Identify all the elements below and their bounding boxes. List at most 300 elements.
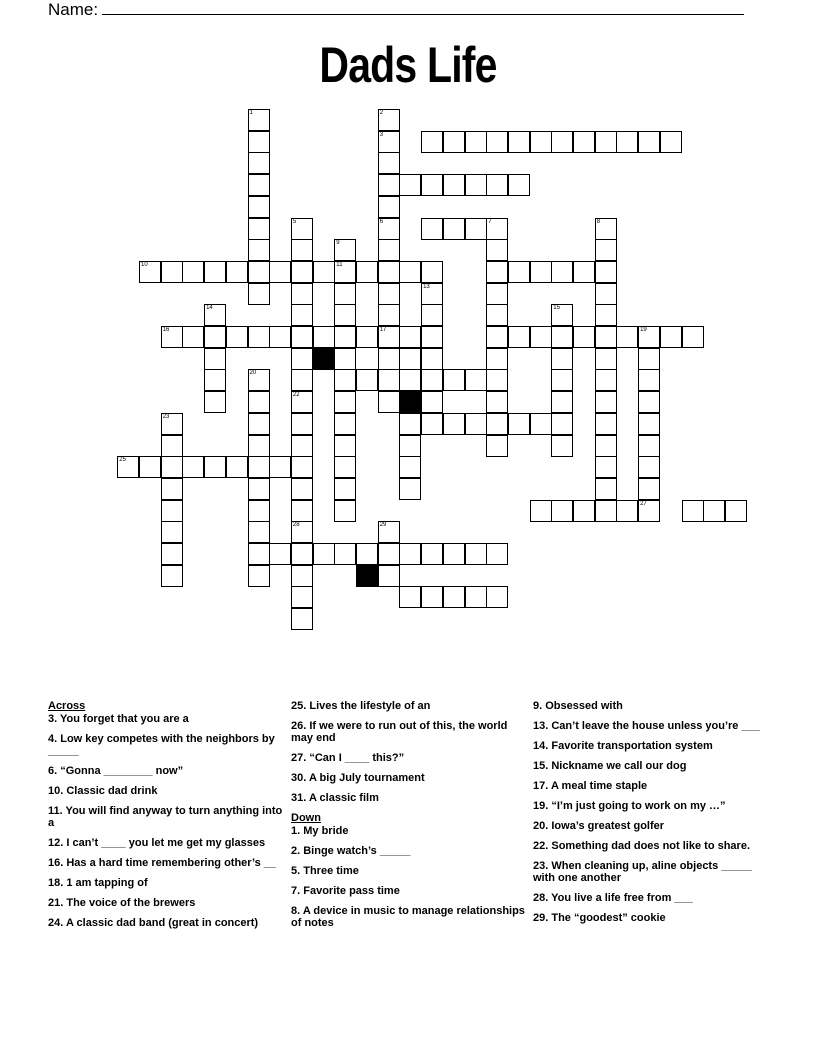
grid-cell[interactable] bbox=[551, 131, 573, 153]
grid-cell[interactable] bbox=[443, 543, 465, 565]
grid-cell[interactable] bbox=[421, 413, 443, 435]
grid-cell[interactable] bbox=[248, 131, 270, 153]
clue-num: 25. bbox=[291, 700, 310, 712]
grid-cell[interactable] bbox=[486, 239, 508, 261]
clues-column-3 bbox=[533, 700, 769, 932]
grid-cell[interactable] bbox=[595, 239, 617, 261]
grid-cell[interactable] bbox=[248, 435, 270, 457]
grid-cell[interactable] bbox=[291, 543, 313, 565]
grid-cell[interactable] bbox=[421, 174, 443, 196]
grid-cell[interactable] bbox=[638, 435, 660, 457]
grid-cell[interactable] bbox=[421, 283, 443, 305]
grid-cell[interactable] bbox=[204, 456, 226, 478]
clue-text: A device in music to manage relationships of notes bbox=[291, 905, 525, 929]
clue-num: 18. bbox=[48, 877, 67, 889]
grid-cell[interactable] bbox=[551, 261, 573, 283]
grid-cell[interactable] bbox=[486, 218, 508, 240]
grid-cell[interactable] bbox=[486, 413, 508, 435]
clue-text: “Can I ____ this?” bbox=[309, 752, 405, 764]
grid-cell[interactable] bbox=[161, 413, 183, 435]
grid-cell[interactable] bbox=[638, 369, 660, 391]
grid-cell[interactable] bbox=[551, 500, 573, 522]
grid-cell[interactable] bbox=[399, 174, 421, 196]
grid-cell[interactable] bbox=[182, 456, 204, 478]
clue-item bbox=[48, 785, 284, 797]
grid-cell[interactable] bbox=[161, 478, 183, 500]
grid-cell[interactable] bbox=[313, 326, 335, 348]
clue-text: Iowa’s greatest golfer bbox=[551, 820, 665, 832]
grid-cell[interactable] bbox=[248, 218, 270, 240]
grid-cell[interactable] bbox=[421, 391, 443, 413]
clue-text: Obsessed with bbox=[545, 700, 623, 712]
grid-cell[interactable] bbox=[595, 413, 617, 435]
grid-cell[interactable] bbox=[291, 521, 313, 543]
grid-cell[interactable] bbox=[638, 131, 660, 153]
grid-cell[interactable] bbox=[204, 261, 226, 283]
grid-cell[interactable] bbox=[269, 326, 291, 348]
grid-cell[interactable] bbox=[378, 174, 400, 196]
grid-cell[interactable] bbox=[334, 239, 356, 261]
grid-cell[interactable] bbox=[378, 261, 400, 283]
grid-cell[interactable] bbox=[595, 304, 617, 326]
grid-cell[interactable] bbox=[399, 326, 421, 348]
clue-num: 9. bbox=[533, 700, 546, 712]
clue-number: 23 bbox=[162, 413, 170, 420]
grid-cell[interactable] bbox=[269, 456, 291, 478]
clue-number: 15 bbox=[553, 305, 560, 312]
grid-cell[interactable] bbox=[616, 500, 638, 522]
clue-number: 13 bbox=[423, 283, 430, 290]
grid-cell[interactable] bbox=[334, 283, 356, 305]
grid-cell[interactable] bbox=[291, 326, 313, 348]
grid-cell[interactable] bbox=[378, 348, 400, 370]
grid-cell[interactable] bbox=[248, 565, 270, 587]
grid-cell[interactable] bbox=[465, 369, 487, 391]
grid-cell[interactable] bbox=[595, 283, 617, 305]
grid-cell[interactable] bbox=[334, 304, 356, 326]
grid-cell[interactable] bbox=[508, 174, 530, 196]
grid-cell[interactable] bbox=[508, 326, 530, 348]
grid-cell[interactable] bbox=[465, 413, 487, 435]
grid-cell[interactable] bbox=[638, 348, 660, 370]
grid-cell[interactable] bbox=[356, 369, 378, 391]
grid-cell[interactable] bbox=[291, 391, 313, 413]
clue-num: 8. bbox=[291, 905, 303, 917]
grid-cell[interactable] bbox=[399, 456, 421, 478]
grid-cell[interactable] bbox=[356, 326, 378, 348]
clue-number: 17 bbox=[379, 327, 387, 333]
clue-number: 5 bbox=[292, 218, 297, 225]
clue-num: 28. bbox=[533, 892, 552, 904]
grid-cell[interactable] bbox=[334, 478, 356, 500]
grid-cell[interactable] bbox=[551, 326, 573, 348]
grid-cell[interactable] bbox=[204, 391, 226, 413]
grid-cell[interactable] bbox=[660, 326, 682, 348]
grid-cell[interactable] bbox=[616, 131, 638, 153]
grid-cell[interactable] bbox=[595, 218, 617, 240]
grid-cell[interactable] bbox=[573, 326, 595, 348]
grid-cell[interactable] bbox=[334, 369, 356, 391]
grid-cell[interactable] bbox=[291, 369, 313, 391]
clue-item bbox=[291, 905, 527, 929]
grid-cell[interactable] bbox=[530, 261, 552, 283]
grid-cell[interactable] bbox=[465, 218, 487, 240]
grid-cell[interactable] bbox=[421, 326, 443, 348]
grid-cell[interactable] bbox=[530, 326, 552, 348]
clue-number: 14 bbox=[206, 305, 213, 312]
grid-cell[interactable] bbox=[378, 304, 400, 326]
grid-cell[interactable] bbox=[139, 456, 161, 478]
grid-cell[interactable] bbox=[161, 500, 183, 522]
clue-item bbox=[48, 837, 284, 849]
grid-cell[interactable] bbox=[291, 304, 313, 326]
grid-cell[interactable] bbox=[378, 543, 400, 565]
grid-cell[interactable] bbox=[638, 413, 660, 435]
clue-num: 6. bbox=[48, 765, 61, 777]
grid-cell[interactable] bbox=[248, 239, 270, 261]
grid-cell[interactable] bbox=[486, 131, 508, 153]
grid-cell[interactable] bbox=[551, 391, 573, 413]
across-clue-list-cont bbox=[291, 700, 527, 804]
grid-cell[interactable] bbox=[530, 131, 552, 153]
clue-text: Low key competes with the neighbors by _____ bbox=[48, 733, 275, 757]
grid-cell[interactable] bbox=[595, 348, 617, 370]
grid-cell[interactable] bbox=[421, 261, 443, 283]
across-clue-list bbox=[48, 713, 284, 929]
grid-cell[interactable] bbox=[595, 478, 617, 500]
grid-cell[interactable] bbox=[595, 435, 617, 457]
clue-item bbox=[533, 840, 769, 852]
grid-cell[interactable] bbox=[334, 543, 356, 565]
clue-item bbox=[533, 700, 769, 712]
grid-cell[interactable] bbox=[486, 261, 508, 283]
clue-item bbox=[291, 792, 527, 804]
grid-cell[interactable] bbox=[204, 348, 226, 370]
grid-cell[interactable] bbox=[530, 413, 552, 435]
clue-item bbox=[291, 825, 527, 837]
grid-cell[interactable] bbox=[248, 196, 270, 218]
clues-column-2 bbox=[291, 700, 527, 937]
grid-cell[interactable] bbox=[161, 565, 183, 587]
grid-cell[interactable] bbox=[638, 478, 660, 500]
grid-cell[interactable] bbox=[551, 369, 573, 391]
grid-cell[interactable] bbox=[356, 261, 378, 283]
grid-cell[interactable] bbox=[161, 543, 183, 565]
grid-cell[interactable] bbox=[486, 435, 508, 457]
clue-item bbox=[533, 912, 769, 924]
grid-cell[interactable] bbox=[378, 283, 400, 305]
grid-cell[interactable] bbox=[421, 543, 443, 565]
clue-item bbox=[533, 740, 769, 752]
clue-item bbox=[533, 860, 769, 884]
clue-num: 26. bbox=[291, 720, 310, 732]
grid-cell[interactable] bbox=[508, 413, 530, 435]
grid-cell[interactable] bbox=[139, 261, 161, 283]
grid-cell[interactable] bbox=[486, 174, 508, 196]
grid-cell[interactable] bbox=[226, 326, 248, 348]
clue-text: Favorite pass time bbox=[303, 885, 400, 897]
grid-cell[interactable] bbox=[508, 261, 530, 283]
grid-cell[interactable] bbox=[356, 543, 378, 565]
clue-text: Classic dad drink bbox=[66, 785, 158, 797]
grid-cell[interactable] bbox=[182, 261, 204, 283]
clue-number: 25 bbox=[119, 457, 126, 464]
grid-cell[interactable] bbox=[551, 435, 573, 457]
clue-number: 8 bbox=[596, 218, 601, 225]
grid-cell[interactable] bbox=[421, 131, 443, 153]
grid-cell[interactable] bbox=[313, 261, 335, 283]
grid-cell[interactable] bbox=[248, 261, 270, 283]
clue-number: 6 bbox=[379, 218, 384, 225]
grid-cell[interactable] bbox=[334, 326, 356, 348]
grid-cell[interactable] bbox=[378, 152, 400, 174]
clue-num: 21. bbox=[48, 897, 67, 909]
grid-cell[interactable] bbox=[313, 543, 335, 565]
grid-cell[interactable] bbox=[421, 369, 443, 391]
grid-cell[interactable] bbox=[248, 152, 270, 174]
grid-cell[interactable] bbox=[443, 131, 465, 153]
clue-num: 22. bbox=[533, 840, 552, 852]
grid-cell[interactable] bbox=[421, 586, 443, 608]
grid-cell[interactable] bbox=[204, 326, 226, 348]
grid-cell[interactable] bbox=[399, 586, 421, 608]
grid-cell[interactable] bbox=[660, 131, 682, 153]
grid-cell[interactable] bbox=[334, 435, 356, 457]
grid-cell[interactable] bbox=[443, 413, 465, 435]
grid-cell[interactable] bbox=[725, 500, 747, 522]
clue-item bbox=[533, 760, 769, 772]
clue-num: 11. bbox=[48, 805, 66, 817]
grid-cell[interactable] bbox=[378, 326, 400, 348]
clue-item bbox=[291, 752, 527, 764]
grid-cell[interactable] bbox=[378, 369, 400, 391]
grid-cell[interactable] bbox=[291, 261, 313, 283]
grid-cell[interactable] bbox=[421, 304, 443, 326]
grid-cell[interactable] bbox=[465, 543, 487, 565]
clue-text: Three time bbox=[303, 865, 359, 877]
grid-cell[interactable] bbox=[638, 500, 660, 522]
grid-cell[interactable] bbox=[465, 174, 487, 196]
clue-item bbox=[48, 857, 284, 869]
grid-cell[interactable] bbox=[334, 413, 356, 435]
grid-cell[interactable] bbox=[204, 369, 226, 391]
grid-cell[interactable] bbox=[182, 326, 204, 348]
clue-text: Something dad does not like to share. bbox=[551, 840, 750, 852]
clue-number: 10 bbox=[141, 261, 148, 268]
grid-cell[interactable] bbox=[399, 261, 421, 283]
grid-cell[interactable] bbox=[682, 326, 704, 348]
clue-item bbox=[533, 780, 769, 792]
grid-cell[interactable] bbox=[443, 218, 465, 240]
grid-cell[interactable] bbox=[204, 304, 226, 326]
grid-cell[interactable] bbox=[248, 326, 270, 348]
grid-cell[interactable] bbox=[638, 391, 660, 413]
grid-cell[interactable] bbox=[248, 543, 270, 565]
clue-text: The voice of the brewers bbox=[66, 897, 196, 909]
grid-cell[interactable] bbox=[551, 304, 573, 326]
grid-cell[interactable] bbox=[161, 261, 183, 283]
grid-cell[interactable] bbox=[443, 586, 465, 608]
grid-cell[interactable] bbox=[573, 261, 595, 283]
clue-text: Lives the lifestyle of an bbox=[309, 700, 431, 712]
grid-cell[interactable] bbox=[486, 586, 508, 608]
clue-item bbox=[48, 897, 284, 909]
clue-item bbox=[291, 845, 527, 857]
grid-cell[interactable] bbox=[399, 413, 421, 435]
clue-number: 27 bbox=[640, 500, 647, 507]
clue-text: A classic dad band (great in concert) bbox=[65, 917, 259, 929]
clue-text: Nickname we call our dog bbox=[551, 760, 687, 772]
grid-cell[interactable] bbox=[291, 348, 313, 370]
grid-cell[interactable] bbox=[269, 261, 291, 283]
clue-item bbox=[48, 733, 284, 757]
grid-cell[interactable] bbox=[486, 283, 508, 305]
grid-cell[interactable] bbox=[161, 435, 183, 457]
grid-cell[interactable] bbox=[595, 456, 617, 478]
grid-cell[interactable] bbox=[291, 435, 313, 457]
grid-cell[interactable] bbox=[248, 413, 270, 435]
clue-number: 29 bbox=[379, 522, 387, 529]
grid-cell[interactable] bbox=[465, 586, 487, 608]
grid-cell[interactable] bbox=[291, 608, 313, 630]
grid-cell[interactable] bbox=[334, 391, 356, 413]
clue-num: 27. bbox=[291, 752, 310, 764]
grid-cell[interactable] bbox=[595, 391, 617, 413]
clue-text: The “goodest” cookie bbox=[551, 912, 666, 924]
grid-cell[interactable] bbox=[378, 239, 400, 261]
grid-cell[interactable] bbox=[508, 131, 530, 153]
grid-cell[interactable] bbox=[595, 131, 617, 153]
grid-cell[interactable] bbox=[334, 261, 356, 283]
grid-cell[interactable] bbox=[226, 261, 248, 283]
grid-cell[interactable] bbox=[486, 348, 508, 370]
clue-text: Can’t leave the house unless you’re ___ bbox=[551, 720, 760, 732]
grid-cell[interactable] bbox=[161, 521, 183, 543]
clue-item bbox=[533, 820, 769, 832]
clue-text: When cleaning up, aline objects _____ with one another bbox=[533, 860, 752, 884]
grid-cell[interactable] bbox=[595, 369, 617, 391]
page-title: Dads Life bbox=[319, 37, 497, 93]
grid-cell[interactable] bbox=[378, 109, 400, 131]
grid-cell[interactable] bbox=[334, 456, 356, 478]
grid-cell[interactable] bbox=[248, 478, 270, 500]
black-cell bbox=[356, 565, 378, 587]
grid-cell[interactable] bbox=[378, 196, 400, 218]
clue-num: 4. bbox=[48, 733, 61, 745]
grid-cell[interactable] bbox=[248, 283, 270, 305]
clue-item bbox=[48, 917, 284, 929]
grid-cell[interactable] bbox=[638, 326, 660, 348]
clue-num: 16. bbox=[48, 857, 67, 869]
grid-cell[interactable] bbox=[378, 391, 400, 413]
grid-cell[interactable] bbox=[226, 456, 248, 478]
grid-cell[interactable] bbox=[595, 261, 617, 283]
grid-cell[interactable] bbox=[421, 348, 443, 370]
down-clue-list-cont bbox=[533, 700, 769, 924]
grid-cell[interactable] bbox=[703, 500, 725, 522]
grid-cell[interactable] bbox=[248, 369, 270, 391]
clue-number: 16 bbox=[162, 327, 170, 333]
grid-cell[interactable] bbox=[291, 218, 313, 240]
grid-cell[interactable] bbox=[573, 500, 595, 522]
grid-cell[interactable] bbox=[291, 456, 313, 478]
grid-cell[interactable] bbox=[378, 218, 400, 240]
clue-num: 14. bbox=[533, 740, 552, 752]
grid-cell[interactable] bbox=[682, 500, 704, 522]
clue-text: 1 am tapping of bbox=[66, 877, 148, 889]
grid-cell[interactable] bbox=[248, 521, 270, 543]
grid-cell[interactable] bbox=[443, 369, 465, 391]
grid-cell[interactable] bbox=[573, 131, 595, 153]
grid-cell[interactable] bbox=[334, 348, 356, 370]
clue-number: 9 bbox=[336, 240, 340, 247]
grid-cell[interactable] bbox=[291, 500, 313, 522]
clue-text: A classic film bbox=[308, 792, 379, 804]
grid-cell[interactable] bbox=[378, 131, 400, 153]
grid-cell[interactable] bbox=[291, 239, 313, 261]
grid-cell[interactable] bbox=[530, 500, 552, 522]
grid-cell[interactable] bbox=[595, 500, 617, 522]
grid-cell[interactable] bbox=[486, 326, 508, 348]
grid-cell[interactable] bbox=[399, 348, 421, 370]
grid-cell[interactable] bbox=[291, 478, 313, 500]
clue-text: If we were to run out of this, the world may end bbox=[291, 720, 508, 744]
grid-cell[interactable] bbox=[161, 456, 183, 478]
clue-number: 3 bbox=[379, 131, 384, 138]
grid-cell[interactable] bbox=[378, 521, 400, 543]
grid-cell[interactable] bbox=[399, 369, 421, 391]
grid-cell[interactable] bbox=[248, 391, 270, 413]
grid-cell[interactable] bbox=[248, 456, 270, 478]
grid-cell[interactable] bbox=[551, 413, 573, 435]
clue-item bbox=[48, 713, 284, 725]
grid-cell[interactable] bbox=[465, 131, 487, 153]
grid-cell[interactable] bbox=[248, 109, 270, 131]
grid-cell[interactable] bbox=[399, 435, 421, 457]
clue-num: 23. bbox=[533, 860, 552, 872]
clue-num: 17. bbox=[533, 780, 551, 792]
grid-cell[interactable] bbox=[117, 456, 139, 478]
grid-cell[interactable] bbox=[248, 500, 270, 522]
grid-cell[interactable] bbox=[486, 369, 508, 391]
grid-cell[interactable] bbox=[595, 326, 617, 348]
grid-cell[interactable] bbox=[291, 413, 313, 435]
grid-cell[interactable] bbox=[399, 478, 421, 500]
grid-cell[interactable] bbox=[551, 348, 573, 370]
grid-cell[interactable] bbox=[248, 174, 270, 196]
clue-item bbox=[48, 805, 284, 829]
grid-cell[interactable] bbox=[638, 456, 660, 478]
clue-num: 12. bbox=[48, 837, 67, 849]
clue-text: A big July tournament bbox=[308, 772, 425, 784]
clue-text: Favorite transportation system bbox=[551, 740, 713, 752]
clue-number: 2 bbox=[379, 110, 384, 116]
grid-cell[interactable] bbox=[334, 500, 356, 522]
grid-cell[interactable] bbox=[486, 543, 508, 565]
grid-cell[interactable] bbox=[269, 543, 291, 565]
grid-cell[interactable] bbox=[486, 304, 508, 326]
grid-cell[interactable] bbox=[378, 565, 400, 587]
grid-cell[interactable] bbox=[616, 326, 638, 348]
grid-cell[interactable] bbox=[291, 283, 313, 305]
grid-cell[interactable] bbox=[399, 543, 421, 565]
grid-cell[interactable] bbox=[291, 565, 313, 587]
grid-cell[interactable] bbox=[161, 326, 183, 348]
grid-cell[interactable] bbox=[291, 586, 313, 608]
grid-cell[interactable] bbox=[486, 391, 508, 413]
grid-cell[interactable] bbox=[443, 174, 465, 196]
grid-cell[interactable] bbox=[421, 218, 443, 240]
